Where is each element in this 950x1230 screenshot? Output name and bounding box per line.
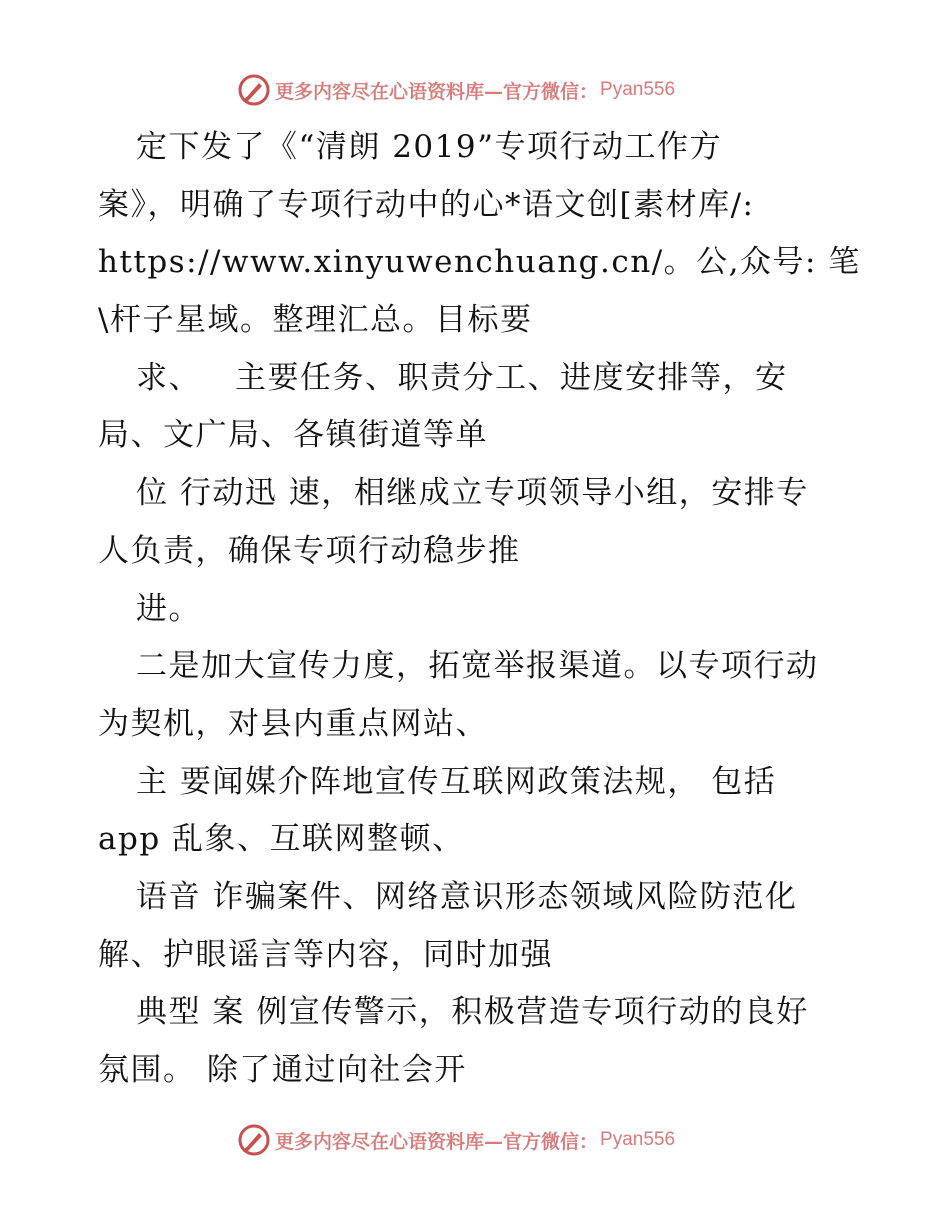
document-body — [98, 124, 878, 1105]
body-text-line: 氛围。 除了通过向社会开 — [98, 1052, 467, 1088]
watermark-wechat-id: Pyan556 — [600, 79, 676, 100]
watermark-wechat-id: Pyan556 — [600, 1129, 676, 1150]
body-text-line: 语音 诈骗案件、网络意识形态领域风险防范化 — [136, 878, 798, 915]
body-text-line: 进。 — [136, 590, 201, 627]
body-text-line: app 乱象、互联网整顿、 — [98, 821, 465, 858]
body-text-line: 求、 主要任务、职责分工、进度安排等，安 — [136, 359, 788, 396]
body-text-line: 人负责，确保专项行动稳步推 — [98, 532, 521, 569]
body-text-line: 位 行动迅 速，相继成立专项领导小组，安排专 — [136, 475, 809, 512]
body-text-line: 解、护眼谣言等内容，同时加强 — [98, 936, 553, 973]
body-text-line: 为契机，对县内重点网站、 — [98, 705, 488, 742]
logo-pen-icon — [237, 73, 271, 107]
watermark-text: 更多内容尽在心语资料库—官方微信： — [275, 80, 599, 103]
body-text-line: 定下发了《“清朗 2019”专项行动工作方 — [136, 129, 722, 165]
logo-pen-icon — [237, 1123, 271, 1157]
body-text-line: 案》，明确了专项行动中的心*语文创[素材库/: — [98, 186, 755, 223]
body-text-line: 局、文广局、各镇街道等单 — [98, 417, 488, 454]
header-watermark — [237, 72, 757, 108]
watermark-text: 更多内容尽在心语资料库—官方微信： — [275, 1130, 599, 1153]
footer-watermark — [237, 1122, 757, 1158]
body-text-line: https://www.xinyuwenchuang.cn/。公,众号: 笔 — [98, 244, 861, 281]
body-text-line: 主 要闻媒介阵地宣传互联网政策法规， 包括 — [136, 763, 777, 800]
body-text-line: \杆子星域。整理汇总。目标要 — [98, 302, 533, 339]
body-text-line: 二是加大宣传力度，拓宽举报渠道。以专项行动 — [136, 648, 819, 685]
body-text-line: 典型 案 例宣传警示，积极营造专项行动的良好 — [136, 994, 809, 1031]
